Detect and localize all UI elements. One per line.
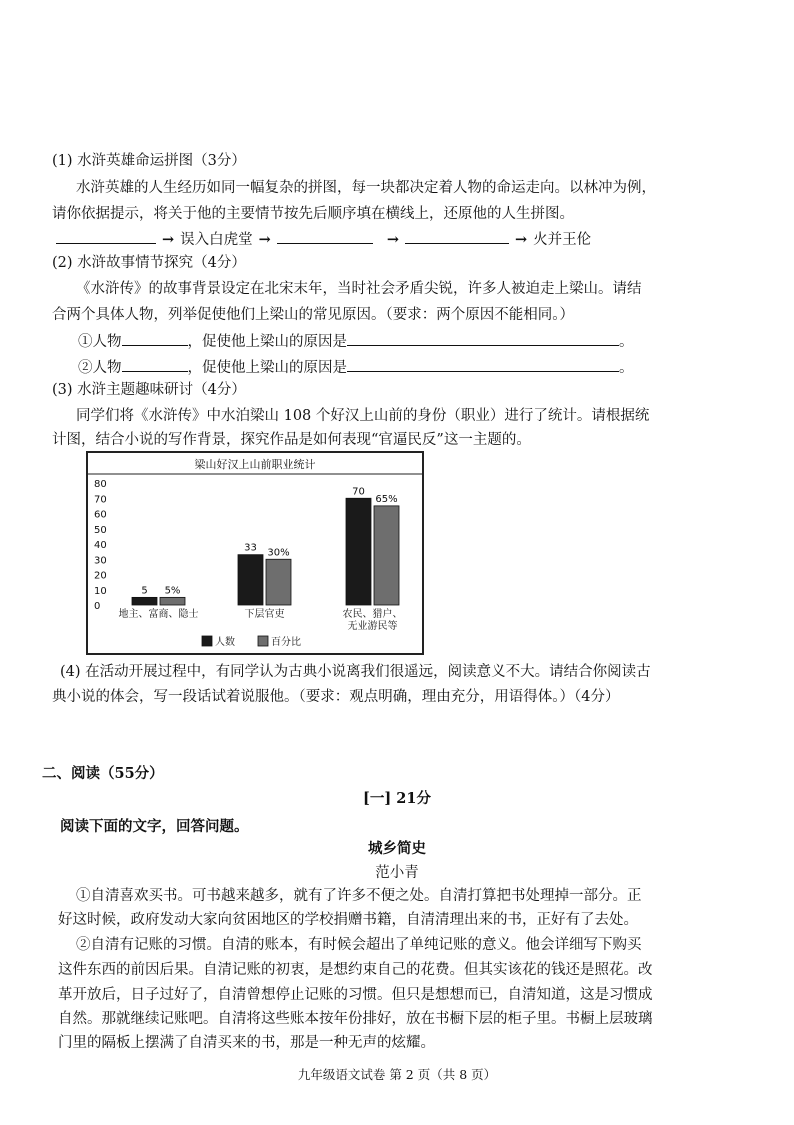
- q1-paragraph-line: 水浒英雄的人生经历如同一幅复杂的拼图，每一块都决定着人物的命运走向。以林冲为例，: [76, 180, 656, 196]
- q3-heading: (3) 水浒主题趣味研讨（4分）: [52, 382, 246, 398]
- q2-heading: (2) 水浒故事情节探究（4分）: [52, 255, 246, 271]
- q2-answer-row-1: ①人物 ，促使他上梁山的原因是 。: [78, 331, 634, 351]
- final-event: 火并王伦: [533, 232, 592, 248]
- answer-blank[interactable]: [122, 357, 188, 372]
- q3-paragraph-line: 计图，结合小说的写作背景，探究作品是如何表现“官逼民反”这一主题的。: [52, 432, 531, 448]
- data-label: 65%: [375, 493, 398, 505]
- category-label: 无业游民等: [347, 621, 398, 632]
- data-label: 5: [141, 585, 148, 597]
- data-label: 30%: [267, 547, 290, 559]
- q2-answer-row-2: ②人物 ，促使他上梁山的原因是 。: [78, 357, 634, 377]
- data-label: 33: [244, 542, 257, 554]
- y-tick-label: 60: [94, 509, 107, 521]
- page-footer: 九年级语文试卷 第 2 页（共 8 页）: [297, 1067, 497, 1082]
- y-tick-label: 80: [94, 479, 107, 490]
- q4-paragraph-line: (4) 在活动开展过程中，有同学认为古典小说离我们很遥远，阅读意义不大。请结合你阅读古: [60, 664, 651, 680]
- q4-paragraph-line: 典小说的体会，写一段话试着说服他。（要求：观点明确，理由充分，用语得体。）（4分）: [52, 689, 620, 705]
- y-tick-label: 10: [94, 585, 107, 597]
- arrow-icon: →: [514, 231, 528, 248]
- legend-label: 百分比: [271, 637, 301, 648]
- answer-blank[interactable]: [122, 331, 188, 346]
- occupation-bar-chart: [86, 451, 424, 655]
- arrow-icon: →: [386, 231, 399, 248]
- answer-blank[interactable]: [347, 357, 619, 372]
- article-line: ②自清有记账的习惯。自清的账本，有时候会超出了单纯记账的意义。他会详细写下购买: [76, 937, 642, 953]
- q3-paragraph-line: 同学们将《水浒传》中水泊梁山 108 个好汉上山前的身份（职业）进行了统计。请根据统: [76, 408, 650, 424]
- q2-paragraph-line: 《水浒传》的故事背景设定在北宋末年，当时社会矛盾尖锐，许多人被迫走上梁山。请结: [76, 281, 642, 297]
- y-tick-label: 0: [94, 601, 101, 612]
- article-line: ①自清喜欢买书。可书越来越多，就有了许多不便之处。自清打算把书处理掉一部分。正: [76, 888, 642, 904]
- y-tick-label: 70: [94, 494, 107, 506]
- category-label: 下层官吏: [244, 609, 285, 620]
- legend-label: 人数: [215, 637, 235, 648]
- y-tick-label: 20: [94, 570, 107, 582]
- q1-paragraph-line: 请你依据提示，将关于他的主要情节按先后顺序填在横线上，还原他的人生拼图。: [52, 206, 574, 222]
- chart-canvas: [88, 453, 422, 653]
- article-author: 范小青: [375, 865, 419, 881]
- answer-blank[interactable]: [277, 229, 373, 244]
- arrow-icon: →: [258, 231, 271, 248]
- y-tick-label: 50: [94, 524, 107, 536]
- bar-percent: [266, 559, 291, 605]
- answer-blank[interactable]: [56, 229, 156, 244]
- known-event: 误入白虎堂: [180, 232, 253, 248]
- bar-count: [346, 498, 371, 605]
- subsection-heading: [一] 21分: [363, 790, 431, 807]
- bar-count: [238, 555, 263, 605]
- q2-paragraph-line: 合两个具体人物，列举促使他们上梁山的常见原因。（要求：两个原因不能相同。）: [52, 307, 574, 323]
- y-tick-label: 40: [94, 540, 107, 551]
- plot-sequence-row: [56, 229, 591, 249]
- article-line: 革开放后，日子过好了，自清曾想停止记账的习惯。但只是想想而已，自清知道，这是习惯成: [58, 987, 653, 1003]
- data-label: 5%: [164, 585, 181, 597]
- legend-swatch: [258, 636, 268, 646]
- bar-percent: [160, 597, 185, 605]
- data-label: 70: [352, 486, 365, 498]
- bar-percent: [374, 506, 399, 605]
- y-tick-label: 30: [94, 555, 107, 567]
- bar-count: [132, 597, 157, 605]
- q1-heading: (1) 水浒英雄命运拼图（3分）: [52, 153, 246, 169]
- category-label: 农民、猎户、: [342, 609, 403, 620]
- section-heading: 二、阅读（55分）: [42, 765, 164, 782]
- article-line: 这件东西的前因后果。自清记账的初衷，是想约束自己的花费。但其实该花的钱还是照花。改: [58, 962, 653, 978]
- answer-blank[interactable]: [405, 229, 509, 244]
- article-line: 好这时候，政府发动大家向贫困地区的学校捐赠书籍，自清清理出来的书，正好有了去处。: [58, 912, 638, 928]
- category-label: 地主、富商、隐士: [118, 609, 199, 620]
- legend-swatch: [202, 636, 212, 646]
- reading-instruction: 阅读下面的文字，回答问题。: [60, 818, 249, 835]
- answer-blank[interactable]: [347, 331, 619, 346]
- chart-title: 梁山好汉上山前职业统计: [194, 458, 316, 471]
- article-line: 门里的隔板上摆满了自清买来的书，那是一种无声的炫耀。: [58, 1035, 435, 1051]
- article-line: 自然。那就继续记账吧。自清将这些账本按年份排好，放在书橱下层的柜子里。书橱上层玻璃: [58, 1011, 653, 1027]
- arrow-icon: →: [162, 231, 175, 248]
- article-title: 城乡简史: [368, 840, 426, 857]
